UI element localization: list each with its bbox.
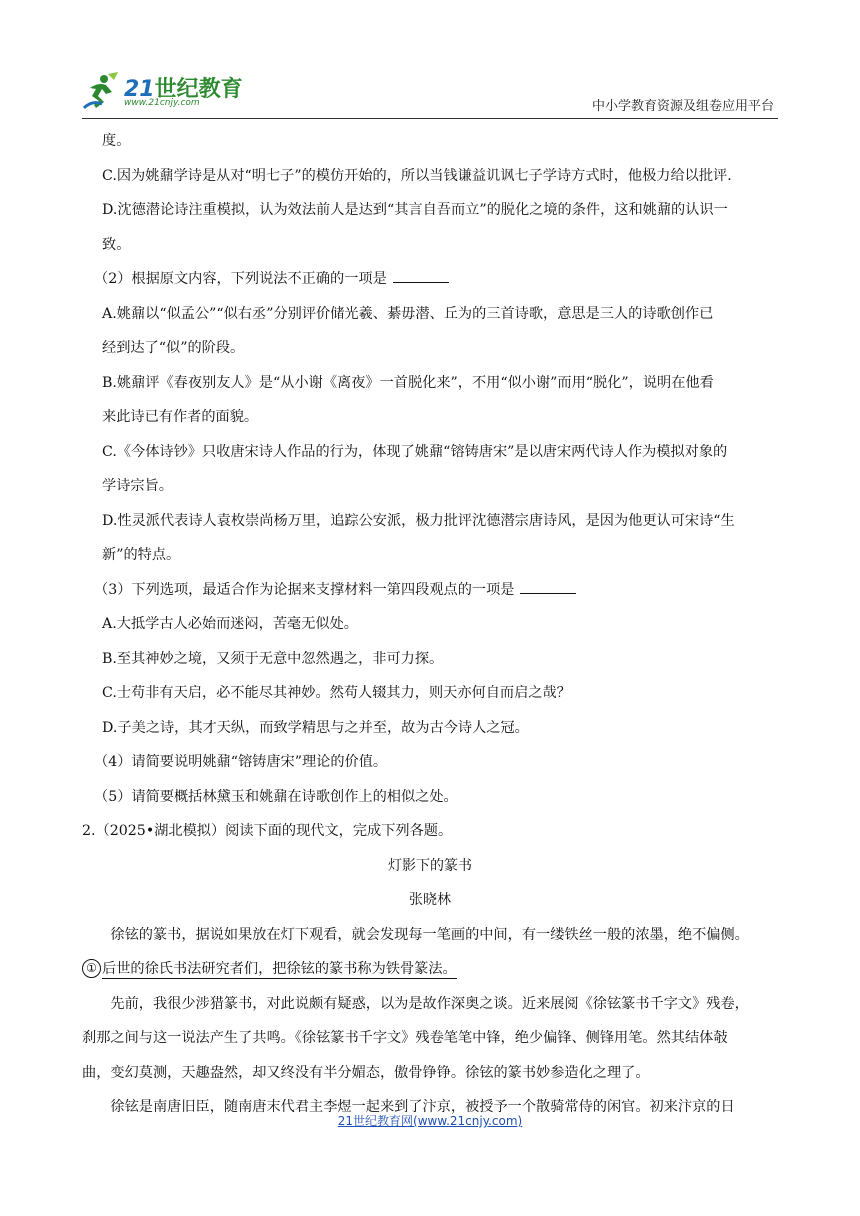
question-4: （4）请简要说明姚鼐“镕铸唐宋”理论的价值。 <box>94 754 388 770</box>
paragraph-2-line3: 曲，变幻莫测，天趣盎然，却又终没有半分媚态，傲骨铮铮。徐铉的篆书妙参造化之理了。 <box>82 1064 650 1081</box>
paragraph-2-line2: 刹那之间与这一说法产生了共鸣。《徐铉篆书千字文》残卷笔笔中锋，绝少偏锋、侧锋用笔。然其结体攲 <box>82 1030 728 1046</box>
q2-option-d-line2: 新”的特点。 <box>102 547 181 563</box>
q2-option-b-line2: 来此诗已有作者的面貌。 <box>102 409 259 425</box>
option-d-line2: 致。 <box>102 236 131 253</box>
logo-wordmark: 21世纪教育 <box>124 77 243 102</box>
article-title: 灯影下的篆书 <box>388 857 472 874</box>
page-footer <box>0 1112 860 1129</box>
q3-option-b: B.至其神妙之境，又须于无意中忽然遇之，非可力探。 <box>102 650 444 667</box>
q3-option-c: C.士苟非有天启，必不能尽其神妙。然苟人辍其力，则天亦何自而启之哉？ <box>102 685 571 701</box>
platform-name: 中小学教育资源及组卷应用平台 <box>591 99 774 114</box>
q2-option-a-line1: A.姚鼐以“似孟公”“似右丞”分别评价储光羲、綦毋潜、丘为的三首诗歌，意思是三人的诗歌创作已 <box>102 305 714 322</box>
paragraph-2-line1: 先前，我很少涉猎篆书，对此说颇有疑惑，以为是故作深奥之谈。近来展阅《徐铉篆书千字文》残卷， <box>110 995 749 1012</box>
question-3: （3）下列选项，最适合作为论据来支撑材料一第四段观点的一项是 <box>82 573 778 608</box>
q2-option-c-line2: 学诗宗旨。 <box>102 478 173 494</box>
section-2-heading: 2.（2025•湖北模拟）阅读下面的现代文，完成下列各题。 <box>82 823 453 839</box>
document-body <box>82 124 778 1125</box>
question-2: （2）根据原文内容，下列说法不正确的一项是 <box>82 262 778 297</box>
question-5: （5）请简要概括林黛玉和姚鼐在诗歌创作上的相似之处。 <box>94 788 458 805</box>
article-author: 张晓林 <box>409 892 451 908</box>
paragraph-3-line1: 徐铉是南唐旧臣，随南唐末代君主李煜一起来到了汴京，被授予一个散骑常侍的闲官。初来汴京的日 <box>110 1099 735 1115</box>
footer-link[interactable]: 21世纪教育网(www.21cnjy.com) <box>337 1114 523 1128</box>
site-logo[interactable] <box>82 64 262 116</box>
answer-blank[interactable] <box>393 266 449 283</box>
q2-option-d-line1: D.性灵派代表诗人袁枚崇尚杨万里，追踪公安派，极力批评沈德潜宗唐诗风，是因为他更认可宋诗“生 <box>102 512 735 529</box>
page-header <box>82 62 778 119</box>
q3-option-d: D.子美之诗，其才天纵，而致学精思与之并至，故为古今诗人之冠。 <box>102 719 529 736</box>
paragraph-1-underlined <box>82 952 778 987</box>
q2-option-a-line2: 经到达了“似”的阶段。 <box>102 340 245 356</box>
option-c: C.因为姚鼐学诗是从对“明七子”的模仿开始的，所以当钱谦益讥讽七子学诗方式时，他极力给以批评. <box>102 167 732 184</box>
underlined-sentence: 后世的徐氏书法研究者们，把徐铉的篆书称为铁骨篆法。 <box>102 961 457 977</box>
q3-option-a: A.大抵学古人必始而迷闷，苦毫无似处。 <box>102 616 358 632</box>
answer-blank[interactable] <box>520 577 576 594</box>
paragraph-1: 徐铉的篆书，据说如果放在灯下观看，就会发现每一笔画的中间，有一缕铁丝一般的浓墨，绝不偏侧。 <box>110 926 749 943</box>
option-d-line1: D.沈德潜论诗注重模拟，认为效法前人是达到“其言自吾而立”的脱化之境的条件，这和姚鼐的认识一 <box>102 202 728 218</box>
text-line: 度。 <box>102 133 131 149</box>
circled-number: ① <box>82 959 101 978</box>
logo-url: www.21cnjy.com <box>124 98 200 108</box>
q2-option-c-line1: C.《今体诗钞》只收唐宋诗人作品的行为，体现了姚鼐“镕铸唐宋”是以唐宋两代诗人作为模拟对象的 <box>102 443 728 460</box>
runner-logo-icon <box>82 70 124 112</box>
q2-option-b-line1: B.姚鼐评《春夜别友人》是“从小谢《离夜》一首脱化来”，不用“似小谢”而用“脱化”，说明在他看 <box>102 374 714 391</box>
